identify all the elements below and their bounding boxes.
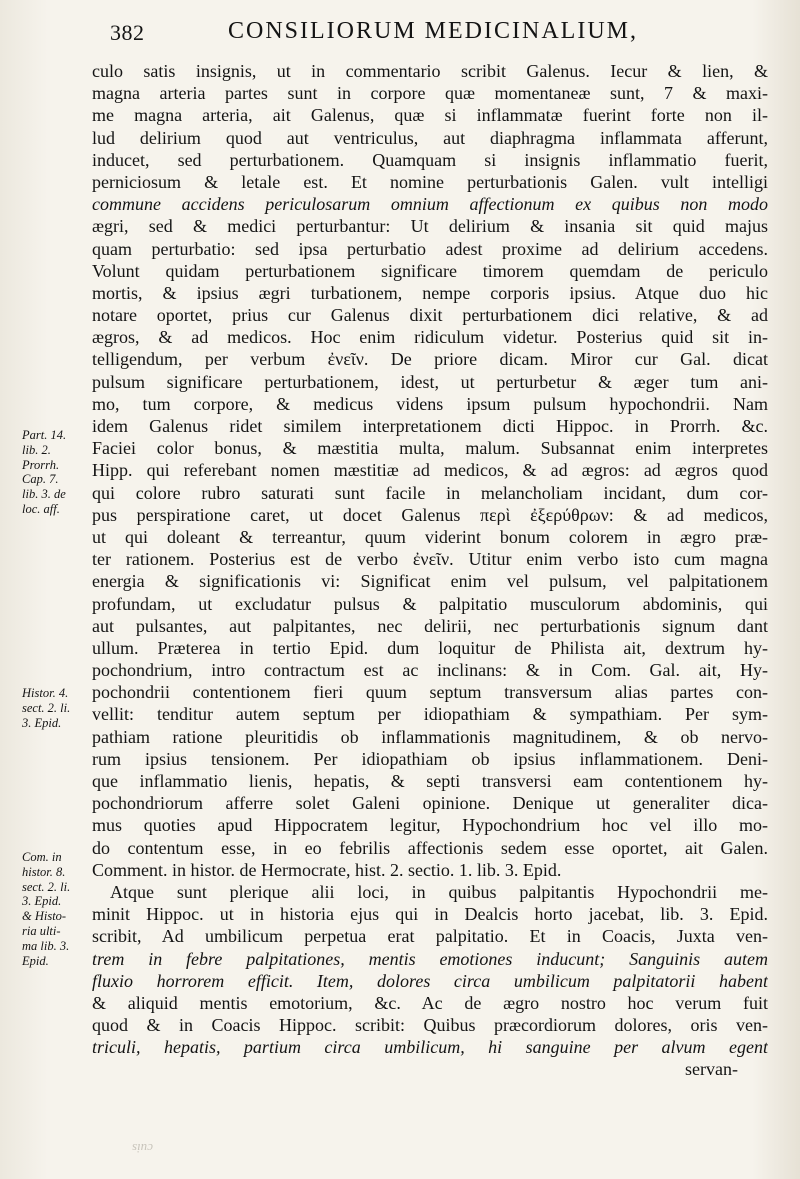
- show-through-smudge: cuis: [132, 1141, 153, 1156]
- main-text-block: [92, 60, 768, 1081]
- margin-note-line: sect. 2. li.: [22, 879, 71, 894]
- text-line: Comment. in histor. de Hermocrate, hist. 2. sectio. 1. lib. 3. Epid.: [92, 859, 562, 880]
- page-header: [110, 18, 670, 52]
- text-line: magna arteria partes sunt in corpore quæ momentaneæ sunt, 7 & maxi-: [92, 83, 768, 104]
- text-line: inducet, sed perturbationem. Quamquam si insignis inflammatio fuerit,: [92, 149, 768, 170]
- page-number: 382: [110, 20, 145, 45]
- text-line: notare oportet, prius cur Galenus dixit perturbationem dici relative, & ad: [92, 305, 768, 326]
- margin-note-prorrh: [22, 428, 96, 517]
- text-line: do contentum esse, in eo febrilis affectionis sedem esse oportet, ait Galen.: [92, 837, 768, 858]
- text-line: ægri, sed & medici perturbantur: Ut delirium & insania sit quid majus: [92, 216, 768, 237]
- margin-note-line: Part. 14.: [22, 428, 67, 442]
- margin-note-line: 3. Epid.: [22, 715, 62, 730]
- text-line: profundam, ut excludatur pulsus & palpitatio musculorum abdominis, qui: [92, 593, 768, 614]
- margin-note-com-histor: [22, 850, 96, 968]
- text-line: idem Galenus ridet similem interpretationem dicti Hippoc. in Prorrh. &c.: [92, 416, 768, 436]
- text-line: telligendum, per verbum ἐνεῖν. De priore dicam. Miror cur Gal. dicat: [92, 349, 768, 370]
- margin-note-line: histor. 8.: [22, 864, 66, 879]
- margin-note-line: lib. 3. de: [22, 487, 66, 502]
- text-line: pathiam ratione pleuritidis ob inflammationis magnitudinem, & ob nervo-: [92, 726, 768, 747]
- margin-note-line: Epid.: [22, 953, 49, 968]
- margin-note-line: 3. Epid.: [22, 894, 62, 909]
- text-line: ter rationem. Posterius est de verbo ἐνεῖν. Utitur enim verbo isto cum magna: [92, 549, 768, 570]
- running-title: CONSILIORUM MEDICINALIUM,: [228, 18, 638, 44]
- text-line: pochondrii contentionem fieri quum septum transversum alias partes con-: [92, 682, 768, 703]
- text-line: ullum. Præterea in tertio Epid. dum loquitur de Philista ait, dextrum hy-: [92, 637, 768, 658]
- text-line: pochondriorum afferre solet Galeni opinione. Denique ut generaliter dica-: [92, 793, 768, 814]
- text-line: ut qui doleant & terreantur, quum viderint bonum colorem in ægro præ-: [92, 526, 768, 547]
- margin-note-histor: [22, 686, 96, 730]
- text-line: qui colore rubro saturati sunt facile in melancholiam incidant, dum cor-: [92, 482, 768, 503]
- text-line: Hipp. qui referebant nomen mæstitiæ ad medicos, & ad ægros: ad ægros quod: [92, 460, 768, 481]
- text-line: commune accidens periculosarum omnium affectionum ex quibus non modo: [92, 194, 768, 215]
- text-line: fluxio horrorem efficit. Item, dolores circa umbilicum palpitatorii habent: [92, 970, 768, 991]
- margin-note-line: & Histo-: [22, 909, 67, 924]
- margin-note-line: Cap. 7.: [22, 472, 59, 487]
- text-line: Faciei color bonus, & mæstitia multa, malum. Subsannat enim interpretes: [92, 438, 768, 459]
- text-line: mus quoties apud Hippocratem legitur, Hypochondrium hoc vel illo mo-: [92, 815, 768, 836]
- text-line: que inflammatio lienis, hepatis, & septi transversi eam contentionem hy-: [92, 771, 768, 791]
- text-line: pulsum significare perturbationem, idest, ut perturbetur & æger tum ani-: [92, 371, 768, 392]
- margin-note-line: Histor. 4.: [22, 686, 69, 700]
- text-line: pochondrium, intro contractum est ac inclinans: & in Com. Gal. ait, Hy-: [92, 660, 768, 681]
- text-line: quod & in Coacis Hippoc. scribit: Quibus præcordiorum dolores, oris ven-: [92, 1015, 768, 1036]
- text-line: mo, tum corpore, & medicus videns ipsum pulsum hypochondrii. Nam: [92, 393, 768, 414]
- text-line: lud delirium quod aut ventriculus, aut diaphragma inflammata afferunt,: [92, 127, 768, 148]
- margin-note-line: sect. 2. li.: [22, 700, 71, 715]
- margin-note-line: ria ulti-: [22, 923, 61, 938]
- text-line: minit Hippoc. ut in historia ejus qui in Dealcis horto jacebat, lib. 3. Epid.: [92, 904, 768, 925]
- text-line: vellit: tenditur autem septum per idiopathiam & sympathiam. Per sym-: [92, 704, 768, 725]
- text-line: trem in febre palpitationes, mentis emotiones inducunt; Sanguinis autem: [92, 948, 768, 969]
- text-line: mortis, & ipsius ægri turbationem, nempe corporis ipsius. Atque duo hic: [92, 282, 768, 303]
- text-line: perniciosum & letale est. Et nomine perturbationis Galen. vult intelligi: [92, 171, 768, 192]
- text-line: Volunt quidam perturbationem significare timorem quemdam de periculo: [92, 260, 768, 281]
- text-line: pus perspiratione caret, ut docet Galenus περὶ ἐξερύθρων: & ad medicos,: [92, 504, 768, 525]
- text-line: rum ipsius tensionem. Per idiopathiam ob ipsius inflammationem. Deni-: [92, 748, 768, 769]
- text-line: culo satis insignis, ut in commentario scribit Galenus. Iecur & lien, &: [92, 61, 768, 81]
- margin-note-line: ma lib. 3.: [22, 938, 70, 953]
- margin-note-line: loc. aff.: [22, 501, 60, 516]
- text-line: servan-: [685, 1059, 738, 1080]
- text-line: energia & significationis vi: Significat enim vel pulsum, vel palpitationem: [92, 571, 768, 592]
- margin-note-line: lib. 2.: [22, 442, 51, 457]
- text-line: triculi, hepatis, partium circa umbilicum, hi sanguine per alvum egent: [92, 1037, 768, 1058]
- margin-note-line: Prorrh.: [22, 457, 60, 472]
- margin-note-line: Com. in: [22, 850, 62, 864]
- text-line: aut pulsantes, aut palpitantes, nec delirii, nec perturbationis signum dant: [92, 615, 768, 636]
- text-line: & aliquid mentis emotorium, &c. Ac de ægro nostro hoc verum fuit: [92, 992, 768, 1013]
- text-line: Atque sunt plerique alii loci, in quibus palpitantis Hypochondrii me-: [110, 881, 768, 902]
- text-line: me magna arteria, ait Galenus, quæ si inflammatæ fuerint forte non il-: [92, 105, 768, 126]
- text-line: quam perturbatio: sed ipsa perturbatio adest proxime ad delirium accedens.: [92, 238, 768, 259]
- text-line: ægros, & ad medicos. Hoc enim ridiculum videtur. Posterius quid sit in-: [92, 327, 768, 348]
- text-line: scribit, Ad umbilicum perpetua erat palpitatio. Et in Coacis, Juxta ven-: [92, 926, 768, 947]
